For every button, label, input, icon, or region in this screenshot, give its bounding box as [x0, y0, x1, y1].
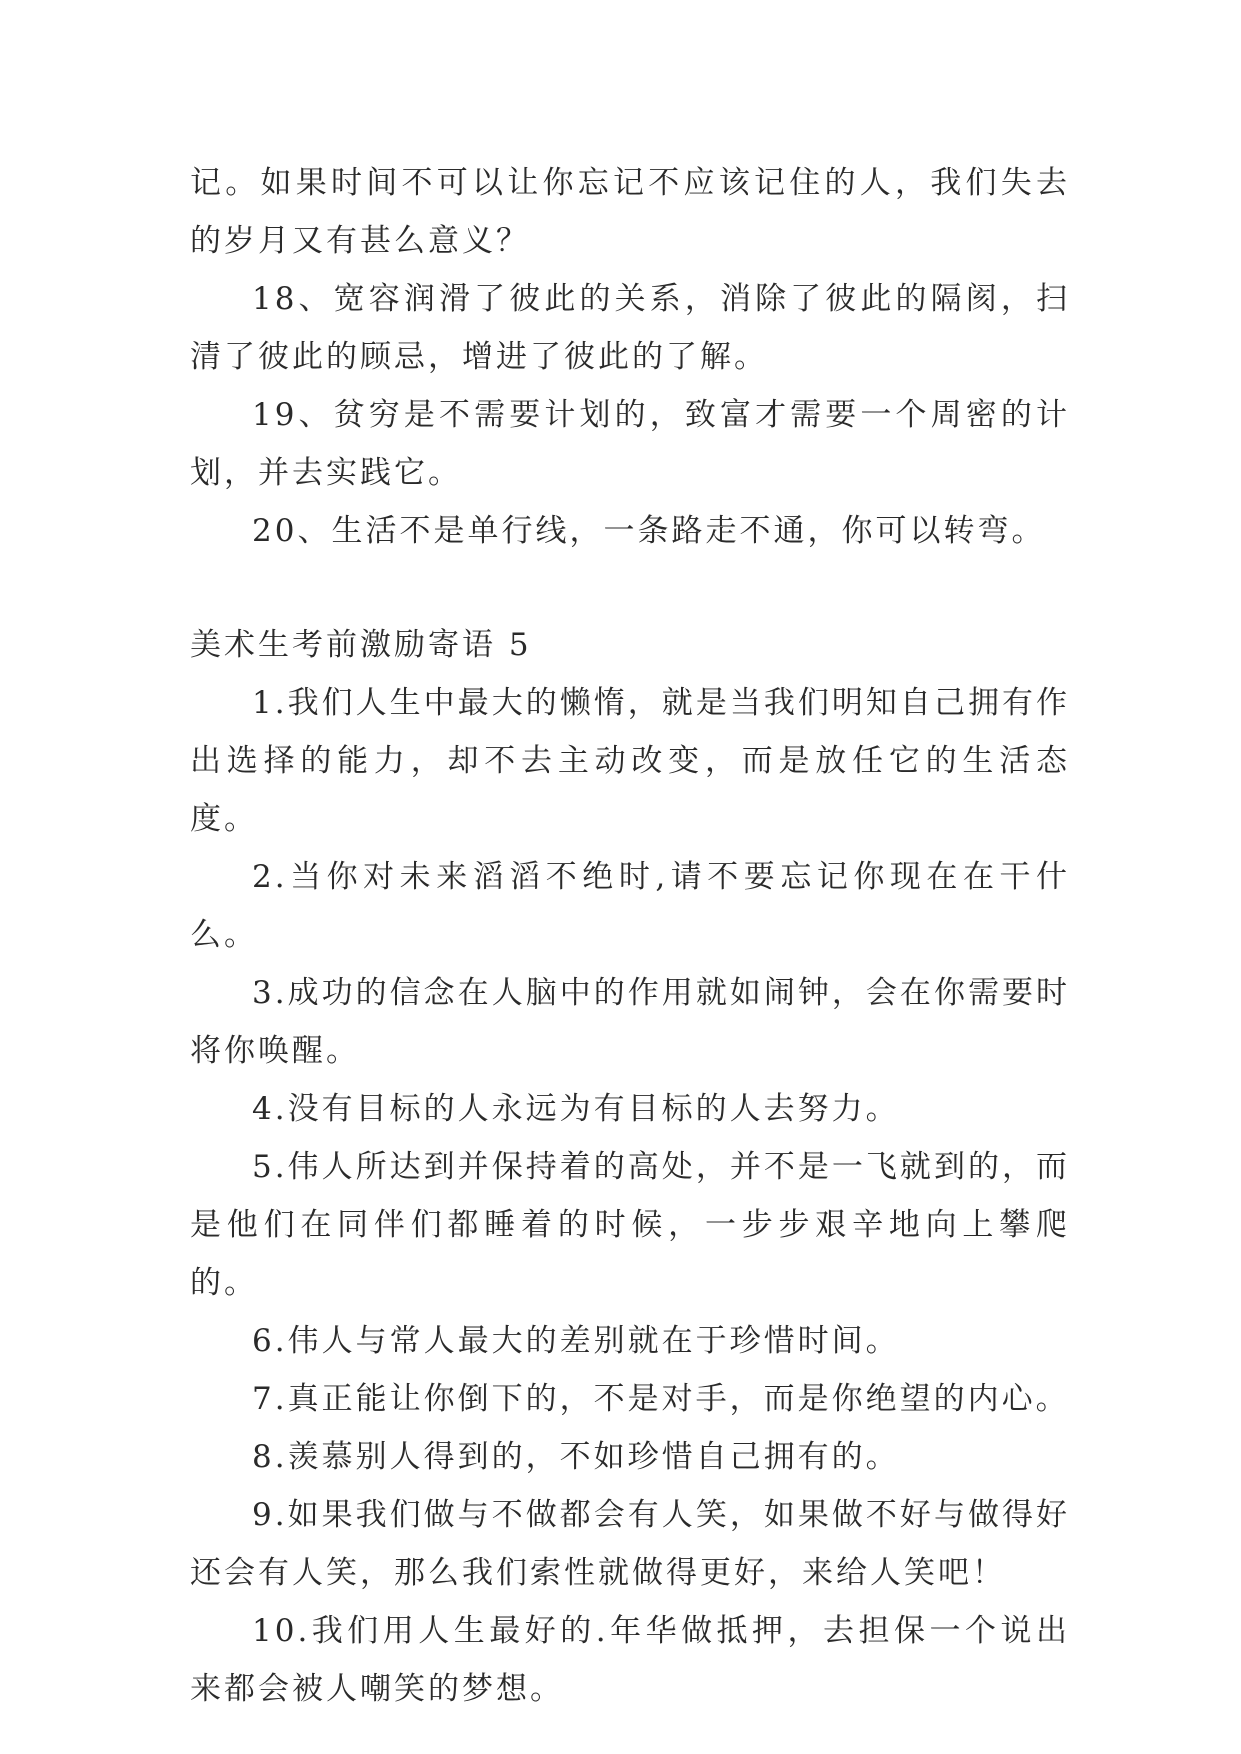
section-item-8: 8.羡慕别人得到的，不如珍惜自己拥有的。	[252, 1439, 900, 1475]
document-body	[190, 154, 1070, 1718]
paragraph-item-18: 18、宽容润滑了彼此的关系，消除了彼此的隔阂，扫清了彼此的顾忌，增进了彼此的了解。	[190, 281, 1070, 375]
section-item-6: 6.伟人与常人最大的差别就在于珍惜时间。	[252, 1323, 900, 1359]
paragraph-item-19: 19、贫穷是不需要计划的，致富才需要一个周密的计划，并去实践它。	[190, 397, 1070, 491]
paragraph-item-20: 20、生活不是单行线，一条路走不通，你可以转弯。	[252, 513, 1046, 549]
section-item-4: 4.没有目标的人永远为有目标的人去努力。	[252, 1091, 900, 1127]
section-heading: 美术生考前激励寄语 5	[190, 627, 532, 663]
paragraph-continuation: 记。如果时间不可以让你忘记不应该记住的人，我们失去的岁月又有甚么意义？	[190, 165, 1070, 259]
section-item-3: 3.成功的信念在人脑中的作用就如闹钟，会在你需要时将你唤醒。	[190, 975, 1070, 1069]
section-item-1: 1.我们人生中最大的懒惰，就是当我们明知自己拥有作出选择的能力，却不去主动改变，而是放任它的生活态度。	[190, 685, 1070, 837]
section-item-7: 7.真正能让你倒下的，不是对手，而是你绝望的内心。	[252, 1381, 1070, 1417]
section-item-5: 5.伟人所达到并保持着的高处，并不是一飞就到的，而是他们在同伴们都睡着的时候，一步步艰辛地向上攀爬的。	[190, 1149, 1070, 1301]
section-item-10: 10.我们用人生最好的.年华做抵押，去担保一个说出来都会被人嘲笑的梦想。	[190, 1613, 1070, 1707]
section-item-2: 2.当你对未来滔滔不绝时,请不要忘记你现在在干什么。	[190, 859, 1070, 953]
section-item-9: 9.如果我们做与不做都会有人笑，如果做不好与做得好还会有人笑，那么我们索性就做得更好，来给人笑吧！	[190, 1497, 1070, 1591]
